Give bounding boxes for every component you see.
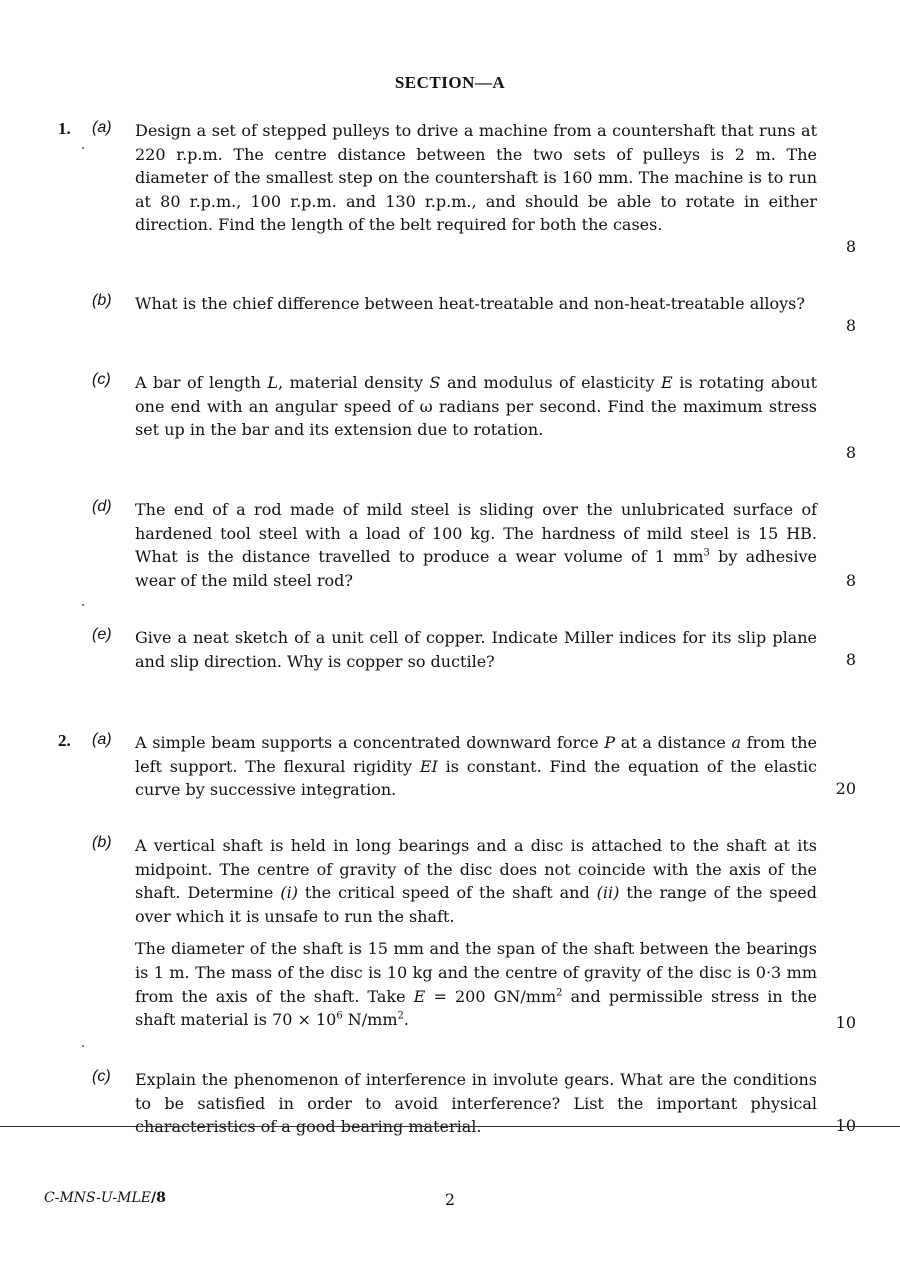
part-label: (a) (92, 119, 112, 136)
strike-rule (0, 1126, 900, 1127)
marks: 8 (845, 443, 856, 462)
marks: 10 (835, 1116, 856, 1135)
scan-speck (82, 604, 84, 606)
marks: 8 (845, 316, 856, 335)
question-number: 2. (58, 731, 71, 750)
marks: 20 (835, 779, 856, 798)
paper-code: C-MNS-U-MLE/8 (44, 1190, 166, 1206)
marks: 8 (845, 571, 856, 590)
part-label: (e) (92, 626, 112, 643)
scan-speck (82, 1045, 84, 1047)
part-label: (c) (92, 1068, 111, 1085)
part-label: (b) (92, 834, 112, 851)
part-label: (b) (92, 292, 112, 309)
marks: 8 (845, 237, 856, 256)
question-text: What is the chief difference between heat-treatable and non-heat-treatable alloys? (135, 294, 805, 313)
marks: 10 (835, 1013, 856, 1032)
question-text: A simple beam supports a concentrated downward force P at a distance a from the left support. The flexural rigidity EI is constant. Find the equation of the elastic curve by successive integration. (135, 733, 818, 800)
question-text: Give a neat sketch of a unit cell of copper. Indicate Miller indices for its slip plane and slip direction. Why is copper so ductile? (135, 628, 817, 671)
section-title: SECTION—A (394, 73, 506, 92)
part-label: (d) (92, 498, 112, 515)
part-label: (a) (92, 731, 112, 748)
question-text: A bar of length L, material density S and modulus of elasticity E is rotating about one end with an angular speed of ω radians per second. Find the maximum stress set up in the bar and its extension due to rotation. (135, 373, 818, 440)
question-text: Explain the phenomenon of interference in involute gears. What are the conditions to be satisfied in order to avoid interference? List the important physical characteristics of a good bearing material. (135, 1070, 817, 1137)
scan-speck (82, 147, 84, 149)
question-text: A vertical shaft is held in long bearings and a disc is attached to the shaft at its midpoint. The centre of gravity of the disc does not coincide with the axis of the shaft. Determine (i) the critical speed of the shaft and (ii) the range of the speed over which it is unsafe to run the shaft. The diameter of the shaft is 15 mm and the span of the shaft between the bearings is 1 m. The mass of the disc is 10 kg and the centre of gravity of the disc is 0·3 mm from the axis of the shaft. Take E = 200 $GN/mm^2$ and permissible stress in the shaft material is $70 \times 10^6$ $N/mm^2$. (135, 836, 818, 1030)
question-text: Design a set of stepped pulleys to drive a machine from a countershaft that runs at 220 r.p.m. The centre distance between the two sets of pulleys is 2 m. The diameter of the smallest step on the countershaft is 160 mm. The machine is to run at 80 r.p.m., 100 r.p.m. and 130 r.p.m., and should be able to rotate in either direction. Find the length of the belt required for both the cases. (135, 121, 817, 235)
question-text: The end of a rod made of mild steel is sliding over the unlubricated surface of hardened tool steel with a load of 100 kg. The hardness of mild steel is 15 HB. What is the distance travelled to produce a wear volume of 1 $mm^3$ by adhesive wear of the mild steel rod? (135, 500, 818, 590)
page-number: 2 (444, 1190, 456, 1209)
question-number: 1. (58, 119, 71, 138)
part-label: (c) (92, 371, 111, 388)
marks: 8 (845, 650, 856, 669)
